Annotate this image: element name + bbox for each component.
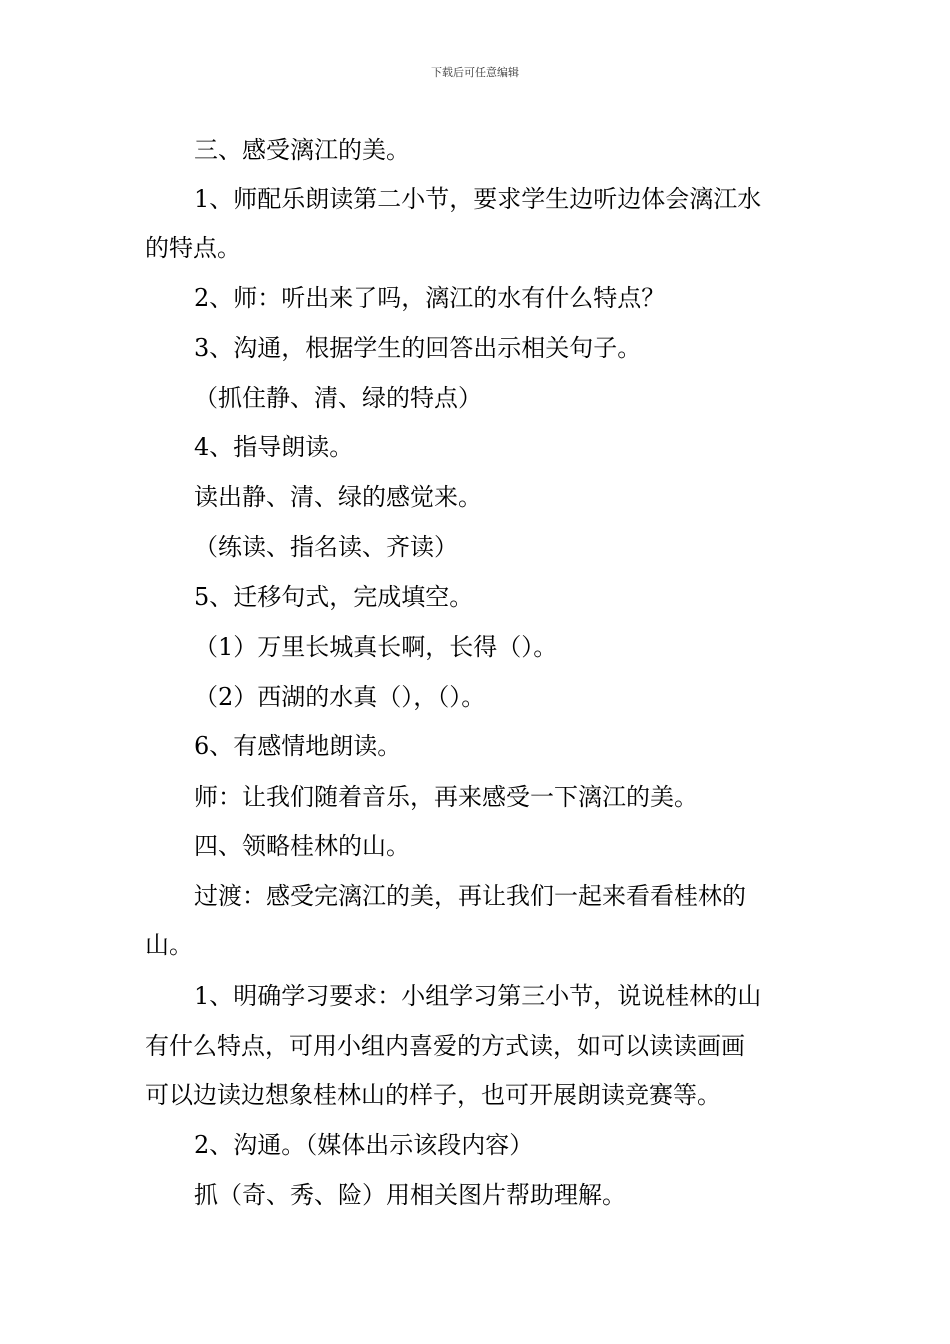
paragraph-line: 1、明确学习要求：小组学习第三小节，说说桂林的山	[194, 982, 762, 1010]
paragraph-line: 过渡：感受完漓江的美，再让我们一起来看看桂林的	[194, 882, 746, 910]
paragraph-line: （1）万里长城真长啊，长得（）。	[194, 633, 558, 661]
paragraph-line: 可以边读边想象桂林山的样子，也可开展朗读竞赛等。	[145, 1081, 721, 1109]
paragraph-line: 读出静、清、绿的感觉来。	[194, 483, 482, 511]
paragraph-line: （抓住静、清、绿的特点）	[194, 384, 482, 412]
paragraph-line: 抓（奇、秀、险）用相关图片帮助理解。	[194, 1181, 626, 1209]
section-heading-4: 四、领略桂林的山。	[194, 832, 410, 860]
paragraph-line: （2）西湖的水真（），（）。	[194, 683, 486, 711]
paragraph-line: 2、沟通。（媒体出示该段内容）	[194, 1131, 534, 1159]
paragraph-line: 的特点。	[145, 234, 241, 262]
paragraph-line: 6、有感情地朗读。	[194, 732, 402, 760]
paragraph-line: 3、沟通，根据学生的回答出示相关句子。	[194, 334, 642, 362]
paragraph-line: 山。	[145, 931, 193, 959]
paragraph-line: 师：让我们随着音乐，再来感受一下漓江的美。	[194, 783, 698, 811]
paragraph-line: 4、指导朗读。	[194, 433, 354, 461]
paragraph-line: （练读、指名读、齐读）	[194, 533, 458, 561]
section-heading-3: 三、感受漓江的美。	[194, 136, 410, 164]
paragraph-line: 2、师：听出来了吗，漓江的水有什么特点？	[194, 284, 666, 312]
page-header: 下载后可任意编辑	[431, 66, 519, 79]
paragraph-line: 有什么特点，可用小组内喜爱的方式读，如可以读读画画	[145, 1032, 745, 1060]
paragraph-line: 5、迁移句式，完成填空。	[194, 583, 474, 611]
paragraph-line: 1、师配乐朗读第二小节，要求学生边听边体会漓江水	[194, 185, 762, 213]
